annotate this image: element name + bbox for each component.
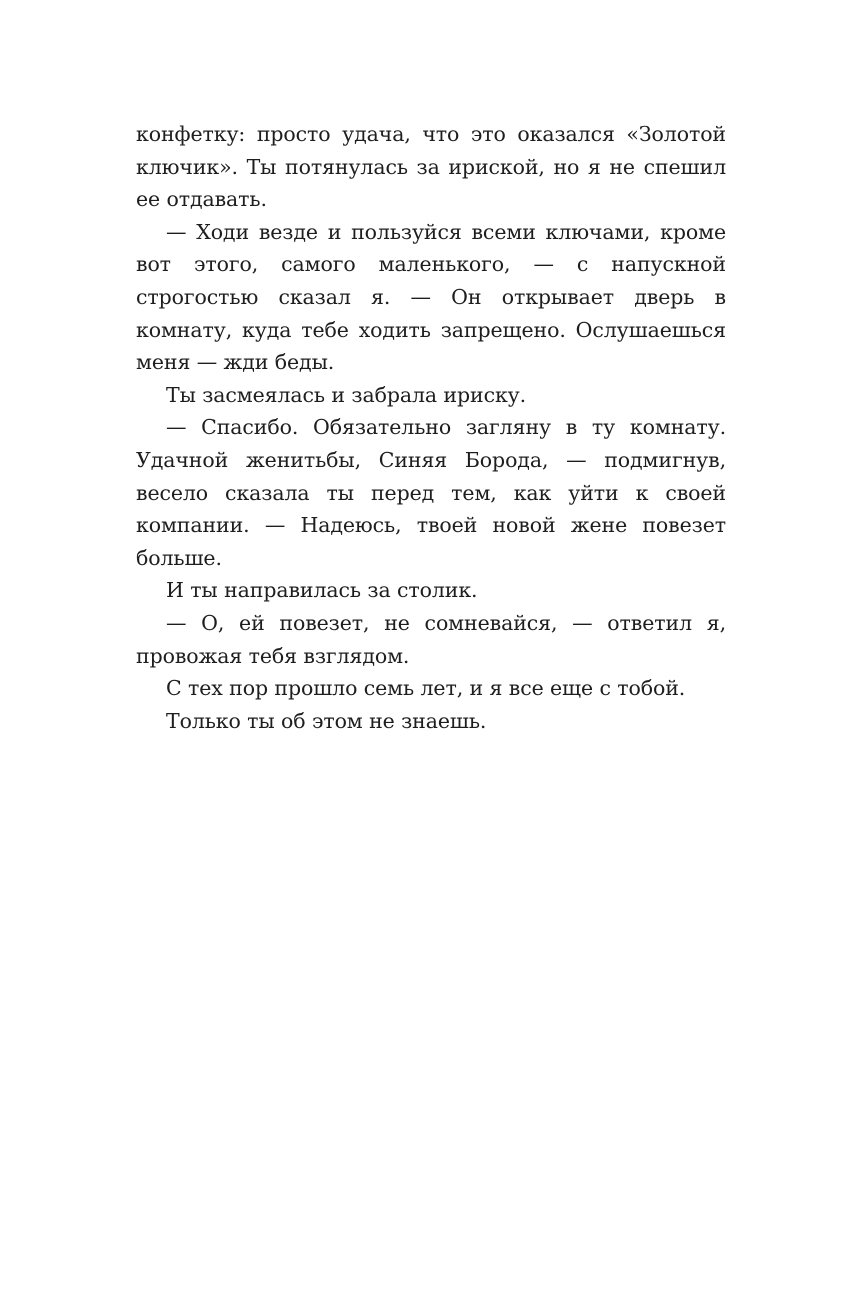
paragraph-8: Только ты об этом не знаешь. (166, 708, 487, 733)
paragraph-1: конфетку: просто удача, что это оказался «Золотой ключик». Ты потянулась за ириской, но я не спешил ее отдавать. (136, 122, 726, 212)
paragraph-7: С тех пор прошло семь лет, и я все еще с тобой. (166, 676, 686, 701)
paragraph-2: — Ходи везде и пользуйся всеми ключами, кроме вот этого, самого маленького, — с напускной строгостью сказал я. — Он открывает дверь в комнату, куда тебе ходить запрещено. Ослушаешься меня — жди беды. (136, 219, 726, 375)
paragraph-4: — Спасибо. Обязательно загляну в ту комнату. Удачной женитьбы, Синяя Борода, — подмигнув, весело сказала ты перед тем, как уйти к своей компании. — Надеюсь, твоей новой жене повезет больше. (136, 415, 726, 570)
body-text (136, 118, 726, 737)
paragraph-6: — О, ей повезет, не сомневайся, — ответил я, провожая тебя взглядом. (136, 610, 726, 668)
paragraph-3: Ты засмеялась и забрала ириску. (166, 382, 527, 407)
paragraph-5: И ты направилась за столик. (166, 578, 478, 603)
